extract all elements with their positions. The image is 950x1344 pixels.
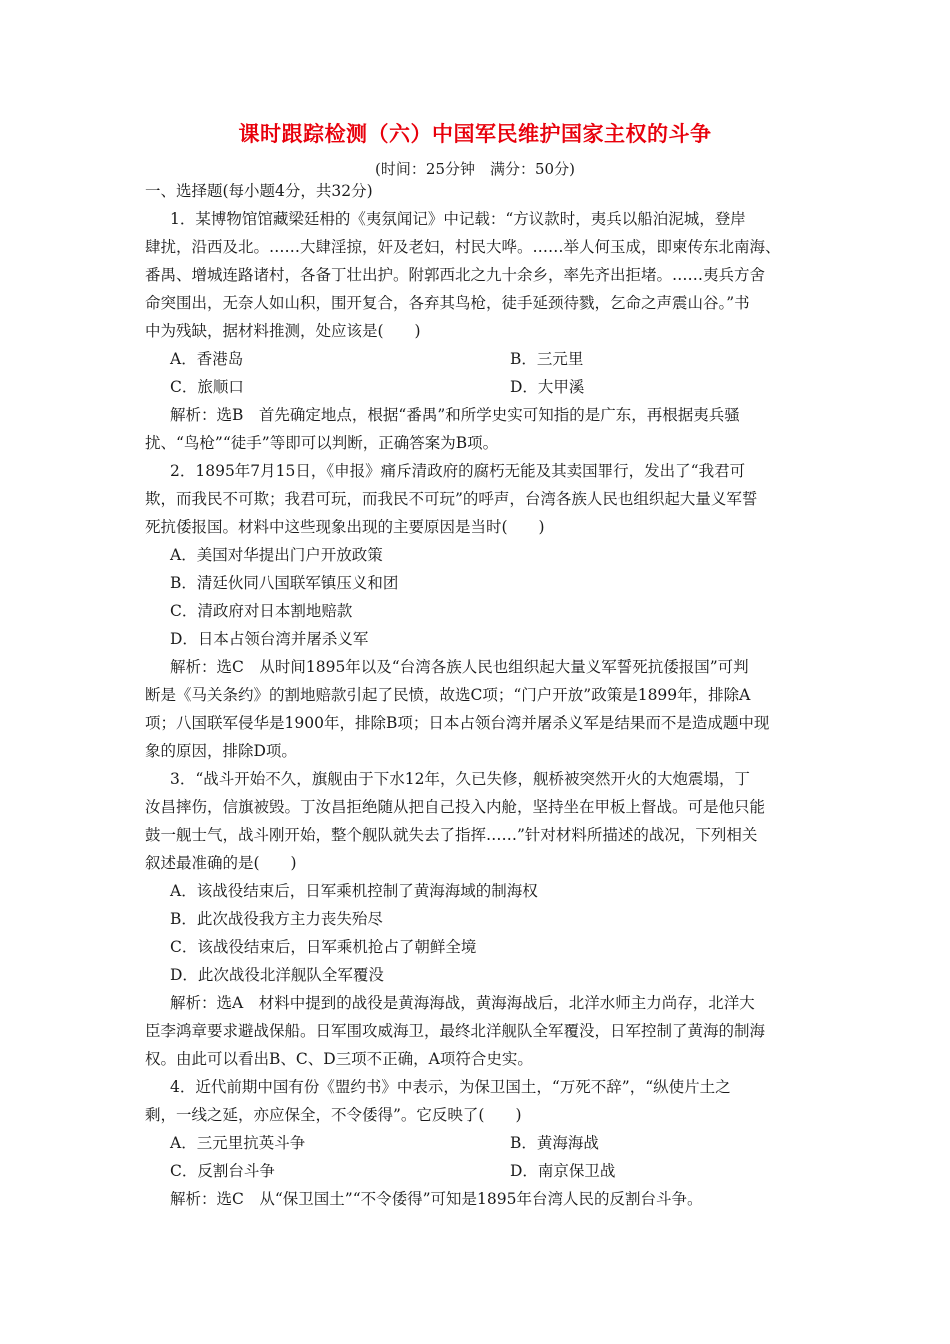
question-1-option-d: D．大甲溪: [510, 378, 585, 396]
question-1-line: 番禺、增城连路诸村，各备丁壮出护。附郭西北之九十余乡，率先齐出拒堵。……夷兵方舍: [145, 266, 766, 284]
question-4-option-a: A．三元里抗英斗争: [170, 1134, 306, 1152]
question-1-option-a: A．香港岛: [170, 350, 244, 368]
question-3-line: 3．“战斗开始不久，旗舰由于下水12年，久已失修，舰桥被突然开火的大炮震塌，丁: [170, 770, 751, 788]
question-2-line: 死抗倭报国。材料中这些现象出现的主要原因是当时( ): [145, 518, 545, 536]
question-4-option-d: D．南京保卫战: [510, 1162, 616, 1180]
question-3-analysis: 权。由此可以看出B、C、D三项不正确，A项符合史实。: [145, 1050, 533, 1068]
question-1-line: 命突围出，无奈人如山积，围开复合，各弃其鸟枪，徒手延颈待戮，乞命之声震山谷。”书: [145, 294, 750, 312]
question-3-option-d: D．此次战役北洋舰队全军覆没: [170, 966, 384, 984]
question-3-option-b: B．此次战役我方主力丧失殆尽: [170, 910, 383, 928]
question-4-option-b: B．黄海海战: [510, 1134, 599, 1152]
question-4-analysis: 解析：选C 从“保卫国土”“不令倭得”可知是1895年台湾人民的反割台斗争。: [170, 1190, 703, 1208]
question-1-line: 1．某博物馆馆藏梁廷枏的《夷氛闻记》中记载：“方议款时，夷兵以船泊泥城，登岸: [170, 210, 746, 228]
question-2-option-a: A．美国对华提出门户开放政策: [170, 546, 383, 564]
question-4-line: 剩，一线之延，亦应保全，不令倭得”。它反映了( ): [145, 1106, 522, 1124]
question-2-line: 2．1895年7月15日，《申报》痛斥清政府的腐朽无能及其卖国罪行，发出了“我君可: [170, 462, 746, 480]
question-3-analysis: 臣李鸿章要求避战保船。日军围攻威海卫，最终北洋舰队全军覆没，日军控制了黄海的制海: [145, 1022, 766, 1040]
question-2-line: 欺，而我民不可欺；我君可玩，而我民不可玩”的呼声，台湾各族人民也组织起大量义军誓: [145, 490, 758, 508]
page-title: 课时跟踪检测（六）中国军民维护国家主权的斗争: [238, 122, 712, 146]
question-4-option-c: C．反割台斗争: [170, 1162, 275, 1180]
page-subtitle: (时间：25分钟 满分：50分): [375, 160, 575, 178]
question-2-option-d: D．日本占领台湾并屠杀义军: [170, 630, 369, 648]
question-1-analysis: 扰、“鸟枪”“徒手”等即可以判断，正确答案为B项。: [145, 434, 499, 452]
question-4-line: 4．近代前期中国有份《盟约书》中表示，为保卫国土，“万死不辞”，“纵使片土之: [170, 1078, 731, 1096]
question-1-option-b: B．三元里: [510, 350, 584, 368]
question-3-line: 鼓一舰士气，战斗刚开始，整个舰队就失去了指挥……”针对材料所描述的战况，下列相关: [145, 826, 758, 844]
question-1-option-c: C．旅顺口: [170, 378, 244, 396]
question-3-option-a: A．该战役结束后，日军乘机控制了黄海海域的制海权: [170, 882, 538, 900]
question-1-line: 中为残缺，据材料推测，处应该是( ): [145, 322, 421, 340]
question-3-analysis: 解析：选A 材料中提到的战役是黄海海战，黄海海战后，北洋水师主力尚存，北洋大: [170, 994, 755, 1012]
question-1-line: 肆扰，沿西及北。……大肆淫掠，奸及老妇，村民大哗。……举人何玉成，即柬传东北南海、: [145, 238, 781, 256]
question-2-analysis: 项；八国联军侵华是1900年，排除B项；日本占领台湾并屠杀义军是结果而不是造成题中现: [145, 714, 770, 732]
question-3-line: 汝昌摔伤，信旗被毁。丁汝昌拒绝随从把自己投入内舱，坚持坐在甲板上督战。可是他只能: [145, 798, 766, 816]
question-2-analysis: 解析：选C 从时间1895年以及“台湾各族人民也组织起大量义军誓死抗倭报国”可判: [170, 658, 749, 676]
question-2-option-c: C．清政府对日本割地赔款: [170, 602, 353, 620]
question-1-analysis: 解析：选B 首先确定地点，根据“番禺”和所学史实可知指的是广东，再根据夷兵骚: [170, 406, 740, 424]
question-2-option-b: B．清廷伙同八国联军镇压义和团: [170, 574, 399, 592]
question-3-line: 叙述最准确的是( ): [145, 854, 297, 872]
question-3-option-c: C．该战役结束后，日军乘机抢占了朝鲜全境: [170, 938, 477, 956]
question-2-analysis: 断是《马关条约》的割地赔款引起了民愤，故选C项；“门户开放”政策是1899年，排除A: [145, 686, 751, 704]
question-2-analysis: 象的原因，排除D项。: [145, 742, 297, 760]
section-heading: 一、选择题(每小题4分，共32分): [145, 182, 373, 200]
